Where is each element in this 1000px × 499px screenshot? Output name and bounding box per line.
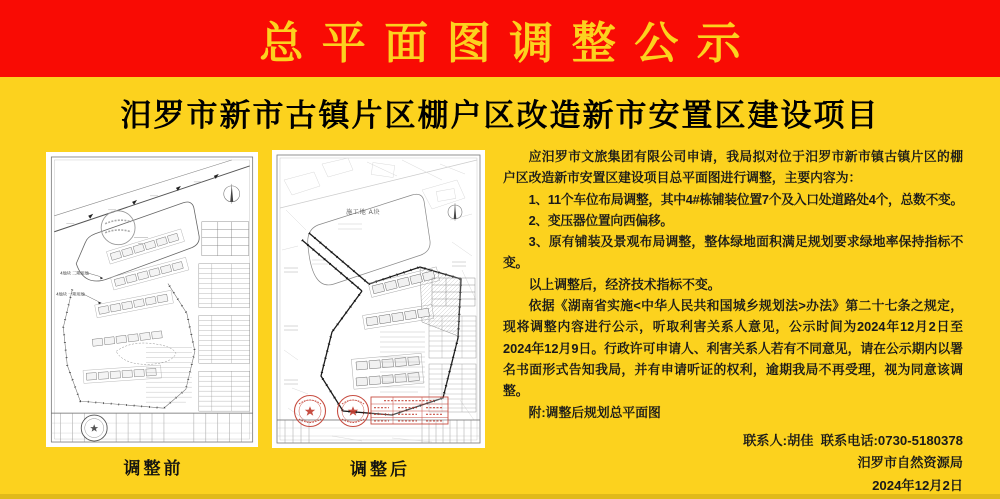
before-map-image	[46, 152, 258, 447]
svg-text:4地块 一期用地: 4地块 一期用地	[56, 291, 85, 297]
after-map-image	[272, 150, 485, 448]
notice-item-1: 1、11个车位布局调整，其中4#栋铺装位置7个及入口处道路处4个，总数不变。	[528, 191, 964, 207]
notice-body	[503, 146, 963, 497]
date-line: 2024年12月2日	[872, 477, 963, 493]
caption-after: 调整后	[350, 460, 410, 479]
page-title: 汨罗市新市古镇片区棚户区改造新市安置区建设项目	[120, 98, 880, 133]
notice-item-3: 3、原有铺装及景观布局调整，整体绿地面积满足规划要求绿地率保持指标不变。	[503, 234, 963, 271]
svg-text:4地块 二期用地: 4地块 二期用地	[60, 270, 89, 276]
round-seal	[81, 415, 107, 441]
banner	[0, 0, 1000, 77]
figure-before	[46, 152, 258, 479]
site-block-label: 施工地 A块	[346, 209, 381, 216]
issuer-line: 汨罗市自然资源局	[857, 455, 963, 471]
notice-item-2: 2、变压器位置向西偏移。	[528, 212, 673, 228]
caption-before: 调整前	[123, 459, 184, 478]
contact-line: 联系人:胡佳 联系电话:0730-5180378	[743, 432, 963, 448]
attachment-note: 附:调整后规划总平面图	[528, 404, 661, 420]
notice-paragraph: 依据《湖南省实施<中华人民共和国城乡规划法>办法》第二十七条之规定，现将调整内容进行公示，听取利害关系人意见，公示时间为2024年12月2日至2024年12月9日。行政许可申请人、利害关系人若有不同意见，请在公示期内以署名书面形式告知我局，并有申请听证的权利，逾期我局不再受理，视为同意该调整。	[503, 298, 963, 399]
figure-after	[272, 150, 485, 480]
bottom-edge-shade	[0, 494, 1000, 499]
signature-block	[503, 430, 963, 498]
notice-paragraph: 应汨罗市文旅集团有限公司申请，我局拟对位于汨罗市新市镇古镇片区的棚户区改造新市安置区建设项目总平面图进行调整，主要内容为：	[503, 149, 963, 186]
notice-paragraph: 以上调整后，经济技术指标不变。	[528, 276, 721, 292]
banner-title: 总平面图调整公示	[259, 18, 760, 68]
